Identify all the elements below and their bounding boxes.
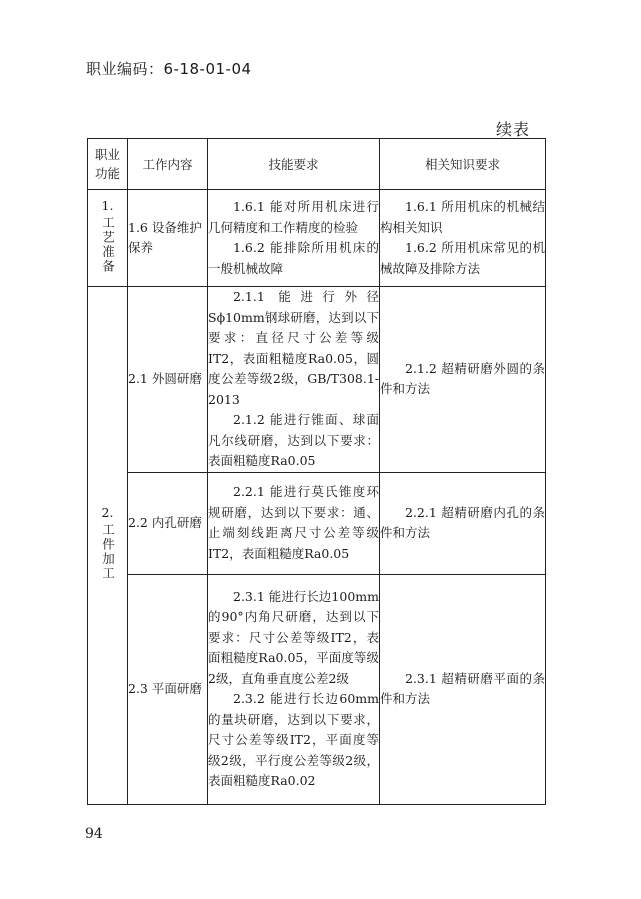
table-row <box>88 190 546 287</box>
work-content-cell: 2.3 平面研磨 <box>128 574 208 804</box>
skill-item: 2.2.1 能进行莫氏锥度环规研磨，达到以下要求：通、止端刻线距离尺寸公差等级IT2，表面粗糙度Ra0.05 <box>208 484 379 561</box>
skill-item: 1.6.1 能对所用机床进行几何精度和工作精度的检验 <box>208 199 379 235</box>
skill-requirements-cell <box>208 472 380 574</box>
function-label: 工艺准备 <box>100 216 116 274</box>
knowledge-item: 2.2.1 超精研磨内孔的条件和方法 <box>380 504 545 540</box>
knowledge-requirements-cell <box>380 472 546 574</box>
skill-item: 2.3.2 能进行长边60mm的量块研磨，达到以下要求，尺寸公差等级IT2，平面度等级2级，平行度公差等级2级，表面粗糙度Ra0.02 <box>208 691 379 788</box>
knowledge-requirements-cell <box>380 574 546 804</box>
knowledge-item: 1.6.1 所用机床的机械结构相关知识 <box>380 199 545 235</box>
page-number: 94 <box>85 826 103 842</box>
occupation-code: 职业编码：6-18-01-04 <box>86 60 252 78</box>
skill-requirements-cell <box>208 287 380 473</box>
skill-item: 2.1.2 能进行锥面、球面凡尔线研磨，达到以下要求：表面粗糙度Ra0.05 <box>208 412 379 468</box>
work-content-cell: 2.2 内孔研磨 <box>128 472 208 574</box>
knowledge-requirements-cell <box>380 190 546 287</box>
table-header-row <box>88 139 546 190</box>
knowledge-item: 2.3.1 超精研磨平面的条件和方法 <box>380 670 545 706</box>
function-label: 工件加工 <box>100 523 116 582</box>
header-function: 职业 功能 <box>88 139 128 190</box>
knowledge-item: 1.6.2 所用机床常见的机械故障及排除方法 <box>380 240 545 276</box>
knowledge-requirements-cell <box>380 287 546 473</box>
header-knowledge-requirements: 相关知识要求 <box>380 139 546 190</box>
work-content-cell: 2.1 外圆研磨 <box>128 287 208 473</box>
table-row <box>88 472 546 574</box>
function-number: 2. <box>101 504 114 520</box>
function-cell-process-prep <box>88 190 128 287</box>
skill-requirements-cell <box>208 190 380 287</box>
table-row <box>88 287 546 473</box>
skill-item: 2.1.1 能进行外径Sϕ10mm钢球研磨，达到以下要求：直径尺寸公差等级IT2，表面粗糙度Ra0.05，圆度公差等级2级，GB/T308.1-2013 <box>208 289 379 407</box>
table-row <box>88 574 546 804</box>
work-content-cell: 1.6 设备维护保养 <box>128 190 208 287</box>
skill-item: 1.6.2 能排除所用机床的一般机械故障 <box>208 240 379 276</box>
function-cell-workpiece-processing <box>88 287 128 805</box>
skills-requirements-table <box>87 138 546 805</box>
skill-requirements-cell <box>208 574 380 804</box>
skill-item: 2.3.1 能进行长边100mm的90°内角尺研磨，达到以下要求：尺寸公差等级IT2，表面粗糙度Ra0.05，平面度等级2级，直角垂直度公差2级 <box>208 588 379 686</box>
continued-table-label: 续表 <box>496 120 531 139</box>
function-number: 1. <box>101 197 114 213</box>
header-skill-requirements: 技能要求 <box>208 139 380 190</box>
knowledge-item: 2.1.2 超精研磨外圆的条件和方法 <box>380 360 545 397</box>
header-work-content: 工作内容 <box>128 139 208 190</box>
